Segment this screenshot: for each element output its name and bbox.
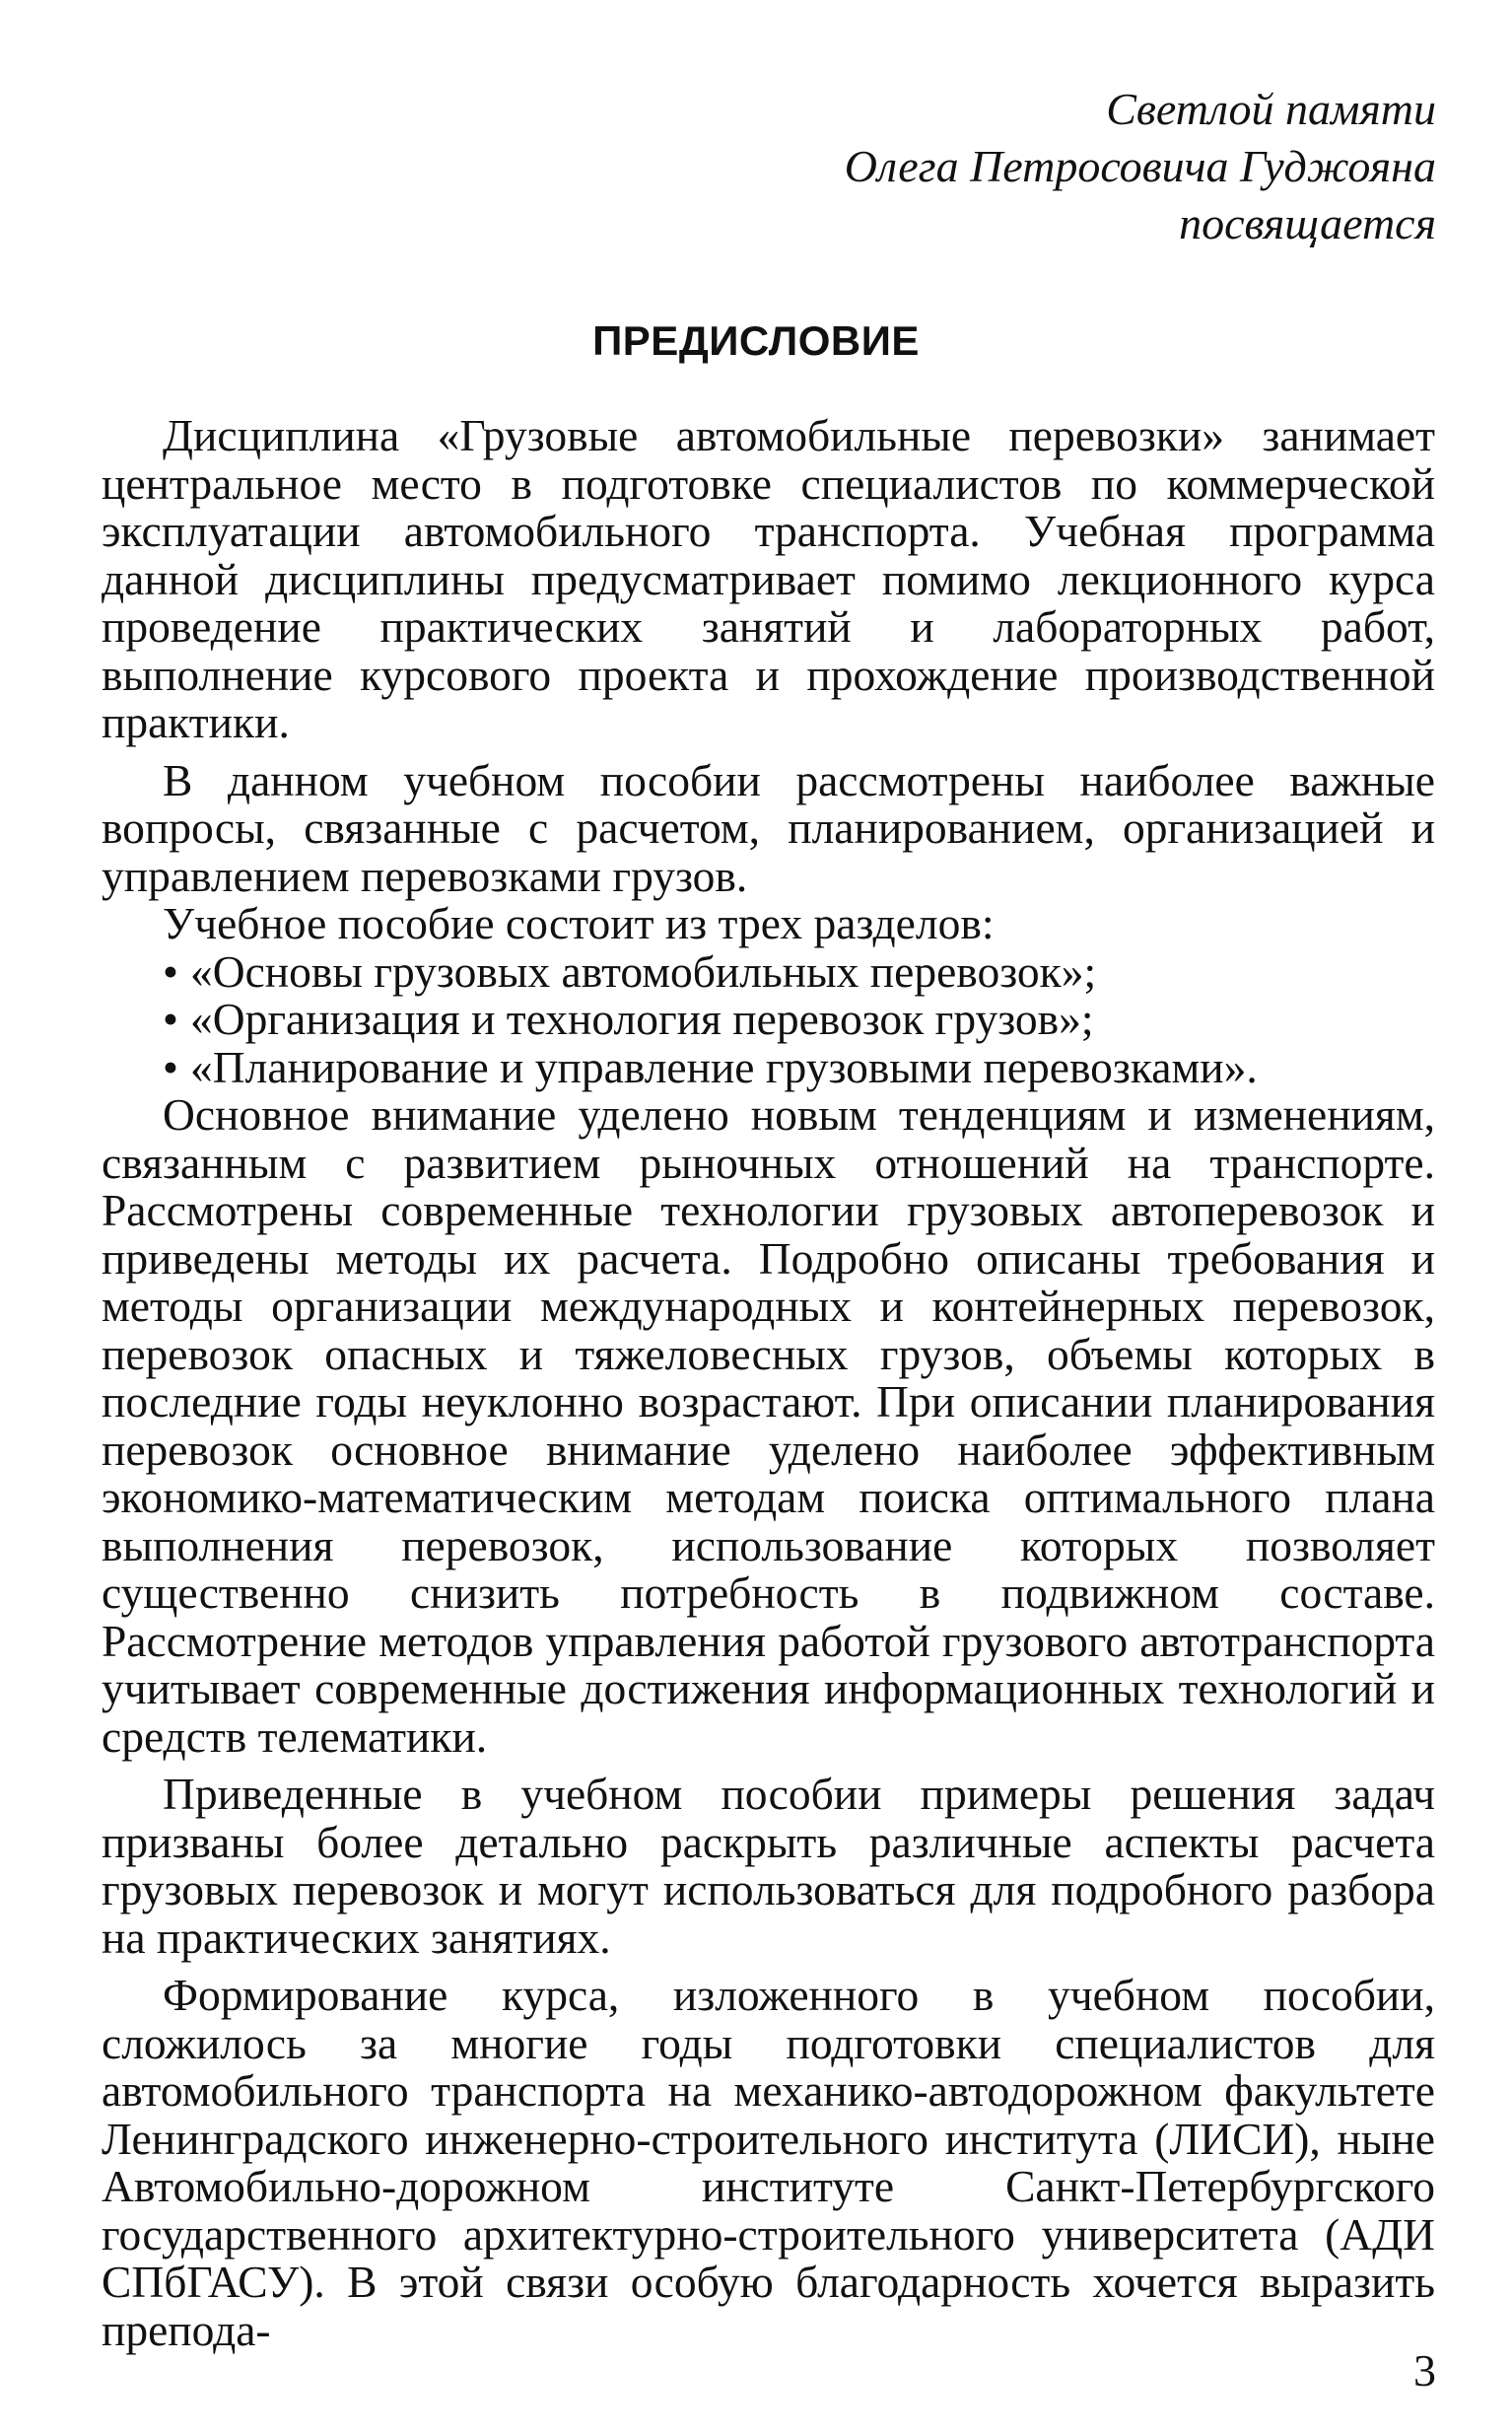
list-item-text: «Основы грузовых автомобильных перевозок»; bbox=[190, 945, 1097, 997]
list-item bbox=[102, 996, 1435, 1044]
dedication-line: посвящается bbox=[1179, 198, 1436, 248]
list-item-text: «Организация и технология перевозок грузов»; bbox=[190, 994, 1094, 1044]
list-item bbox=[102, 945, 1435, 997]
paragraph: Основное внимание уделено новым тенденциям и изменениям, связанным с развитием рыночных отношений на транспорте. Рассмотрены современные технологии грузовых автоперевозок и приведены методы их расчета. Подробно описаны требования и методы организации международных и контейнерных перевозок, перевозок опасных и тяжеловесных грузов, объемы которых в последние годы неуклонно возрастают. При описании планирования перевозок основное внимание уделено наиболее эффективным экономико-математическим методам поиска оптимального плана выполнения перевозок, использование которых позволяет существенно снизить потребность в подвижном составе. Рассмотрение методов управления работой грузового автотранспорта учитывает современные достижения информационных технологий и средств телематики. bbox=[102, 1089, 1435, 1762]
dedication-line: Олега Петросовича Гуджояна bbox=[844, 141, 1436, 191]
sections-list bbox=[102, 945, 1435, 1092]
paragraph: Учебное пособие состоит из трех разделов: bbox=[163, 898, 995, 948]
bullet-icon: • bbox=[163, 1041, 178, 1092]
paragraph: Дисциплина «Грузовые автомобильные перевозки» занимает центральное место в подготовке специалистов по коммерческой эксплуатации автомобильного транспорта. Учебная программа данной дисциплины предусматривает помимо лекционного курса проведение практических занятий и лабораторных работ, выполнение курсового проекта и прохождение производственной практики. bbox=[102, 410, 1435, 747]
bullet-icon: • bbox=[163, 994, 178, 1044]
page-title: ПРЕДИСЛОВИЕ bbox=[592, 317, 920, 364]
paragraph: В данном учебном пособии рассмотрены наиболее важные вопросы, связанные с расчетом, планированием, организацией и управлением перевозками грузов. bbox=[102, 754, 1435, 901]
bullet-icon: • bbox=[163, 945, 178, 997]
dedication bbox=[746, 81, 1436, 252]
paragraph: Формирование курса, изложенного в учебном пособии, сложилось за многие годы подготовки специалистов для автомобильного транспорта на механико-автодорожном факультете Ленинградского инженерно-строительного института (ЛИСИ), ныне Автомобильно-дорожном институте Санкт-Петербургского государственного архитектурно-строительного университета (АДИ СПбГАСУ). В этой связи особую благодарность хочется выразить препода- bbox=[102, 1970, 1435, 2355]
page-number: 3 bbox=[1413, 2345, 1436, 2396]
paragraph: Приведенные в учебном пособии примеры решения задач призваны более детально раскрыть различные аспекты расчета грузовых перевозок и могут использоваться для подробного разбора на практических занятиях. bbox=[102, 1769, 1435, 1963]
list-item bbox=[102, 1041, 1435, 1092]
dedication-line: Светлой памяти bbox=[1106, 84, 1436, 134]
preface-body bbox=[102, 412, 1435, 2354]
list-item-text: «Планирование и управление грузовыми перевозками». bbox=[190, 1041, 1258, 1092]
